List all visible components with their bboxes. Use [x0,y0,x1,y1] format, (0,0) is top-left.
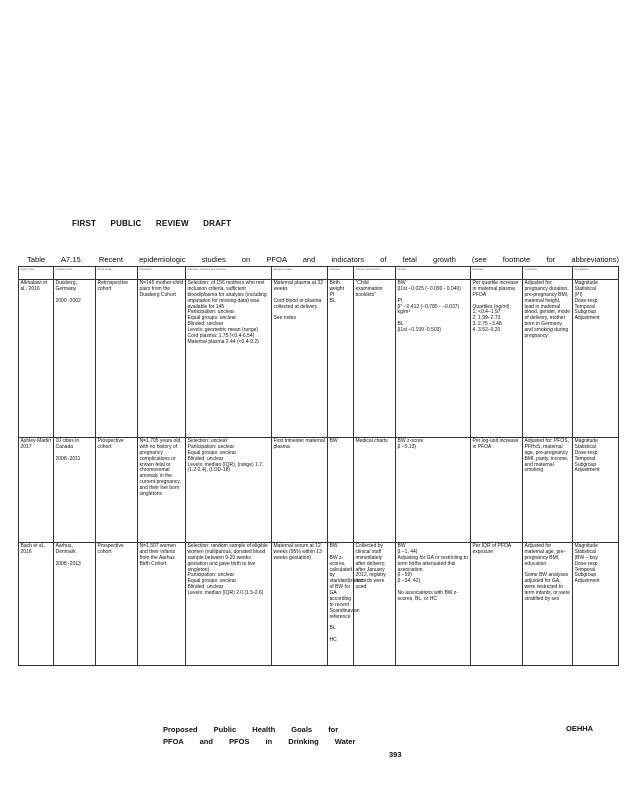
years-text: 2000 -2002 [55,297,81,304]
selection-cell: Selection: of 156 mothers who met inclusion criteria, sufficient blood/plasma for analysis (including imputation for missing data) was available for 145 Participation: unclear Equal groups: unclear Blinded: unclear Levels: geometric mean (range) Cord plasma: 1.75 (<0.4-6.54) Maternal plasma 2.44 (<0.4-9.2) [186,280,272,438]
selection-cell: Selection: unclear Participation: unclear Equal groups: unclear Blinded: unclear Levels: median (IQR), (range) 1.7, (1.2-2.4), (LOD-18) [186,438,272,543]
outcome-cell: Birth weight PI BL [328,280,354,438]
outcome-cell: BW [328,438,354,543]
assessment-cell: Medical charts [354,438,396,543]
footer-document-title [163,724,355,747]
matrix-cell: Maternal plasma at 32 weeks Cord blood or plasma collected at delivery See notes [272,280,328,438]
header-cell: Exposure [471,267,523,280]
footer-title-line2: PFOA and PFOS in Drinking Water [163,736,356,746]
selection-cell: Selection: random sample of eligible women (nulliparous, donated blood sample between 9-20 weeks gestation and gave birth to live singleton) Participation: unclear Equal groups: unclear Blinded: unclear Levels: median (IQR) 2.0 (1.5-2.6) [186,543,272,666]
footer-org: OEHHA [566,724,594,733]
author-cell: Bach et al., 2016 [19,543,54,666]
header-cell: Exposure matrix [272,267,328,280]
header-cell: Population [138,267,186,280]
location-cell [54,438,96,543]
covariates-cell: Adjusted for: pregnancy duration, pre-pregnancy BMI, maternal height, lead in maternal blood, gender, mode of delivery, mother born in Germany, and smoking during pregnancy [523,280,573,438]
design-cell: Retrospective cohort [96,280,138,438]
covariates-cell: Adjusted for maternal age, pre-pregnancy BMI, education Some BW analyses adjusted for GA, were restricted to term infants, or were stratified by sex [523,543,573,666]
table-row [19,438,619,543]
assessment-cell: "Child examination booklets" [354,280,396,438]
features-cell: Magnitude Statistical (BW – boy Dose-resp Temporal Subgroup Adjustment [573,543,619,666]
features-cell: Magnitude Statistical Dose-resp Temporal Subgroup Adjustment [573,438,619,543]
exposure-cell: Per quartile increase in maternal plasma PFOA Quartiles (ng/ml): 1. <0.4–1.97 2. 1.99–2.73 3. 2.75 –3.48 4. 3.52–9.20 [471,280,523,438]
location-cell [54,543,96,666]
header-row [19,267,619,280]
header-cell: Author Year [19,267,54,280]
page-number: 393 [389,750,402,759]
header-cell: Outcome [328,267,354,280]
header-cell: Covariates [523,267,573,280]
design-cell: Prospective cohort [96,438,138,543]
outcome-cell: BW BW z-scores, calculated by standardization of BW for GA according to recent Scandinavian reference BL HC [328,543,354,666]
footer-title-line1: Proposed Public Health Goals for [163,725,339,734]
location-text: Aarhus, Denmark [55,543,76,555]
table-row [19,280,619,438]
location-text: 10 cities in Canada [55,438,80,450]
header-cell: Outcome assessment [354,267,396,280]
exposure-cell: Per IQR of PFOA exposure [471,543,523,666]
design-cell: Prospective cohort [96,543,138,666]
header-cell: Key features [573,267,619,280]
table-row [19,543,619,666]
studies-table [18,266,619,666]
population-cell: N=1,507 women and their infants from the Aarhus Birth Cohort [138,543,186,666]
matrix-cell: First trimester maternal plasma [272,438,328,543]
location-cell [54,280,96,438]
header-cell: Results [396,267,471,280]
assessment-cell: Collected by clinical staff immediately after delivery; after January 2012, registry records were used [354,543,396,666]
author-cell: Alkhalawi et al., 2016 [19,280,54,438]
header-cell: Location Years [54,267,96,280]
population-cell: N=145 mother-child pairs from the Duisberg Cohort [138,280,186,438]
features-cell: Magnitude Statistical (PI) Dose-resp Temporal Subgroup Adjustment [573,280,619,438]
results-cell: BW β −1, 44) Adjusting for GA or restricting to term births attenuated this association β −59) β −34, 42) No associations with BW z-scores, BL, or HC [396,543,471,666]
header-cell: Selection, exposure and outcome [186,267,272,280]
results-cell: BW z-score β −0.13) [396,438,471,543]
years-text: 2008 -2013 [55,560,81,567]
header-cell: Study design [96,267,138,280]
population-cell: N=1,705 years old, with no history of pregnancy complications or known fetal or chromosomal anomaly in the current pregnancy, and their live born singletons [138,438,186,543]
results-cell: BW β1st −0.025 (−0.090 - 0.040) PI β* −0.412 (−0.785 - −0.037) kg/m³ BL β1st −0.199 -0.503) [396,280,471,438]
author-cell: Ashley-Martin 2017 [19,438,54,543]
covariates-cell: Adjusted for: PFOS, PFHxS, maternal age, pre-pregnancy BMI, parity, income, and maternal smoking [523,438,573,543]
years-text: 2008 -2011 [55,455,81,462]
draft-label: FIRST PUBLIC REVIEW DRAFT [72,219,232,228]
location-text: Duisberg, Germany [55,280,77,292]
matrix-cell: Maternal serum at 12 weeks (95% within 13 weeks gestation) [272,543,328,666]
exposure-cell: Per log-unit increase in PFOA [471,438,523,543]
table-caption: Table A7.15. Recent epidemiologic studies on PFOA and indicators of fetal growth (see footnote for abbreviations) [27,255,620,264]
